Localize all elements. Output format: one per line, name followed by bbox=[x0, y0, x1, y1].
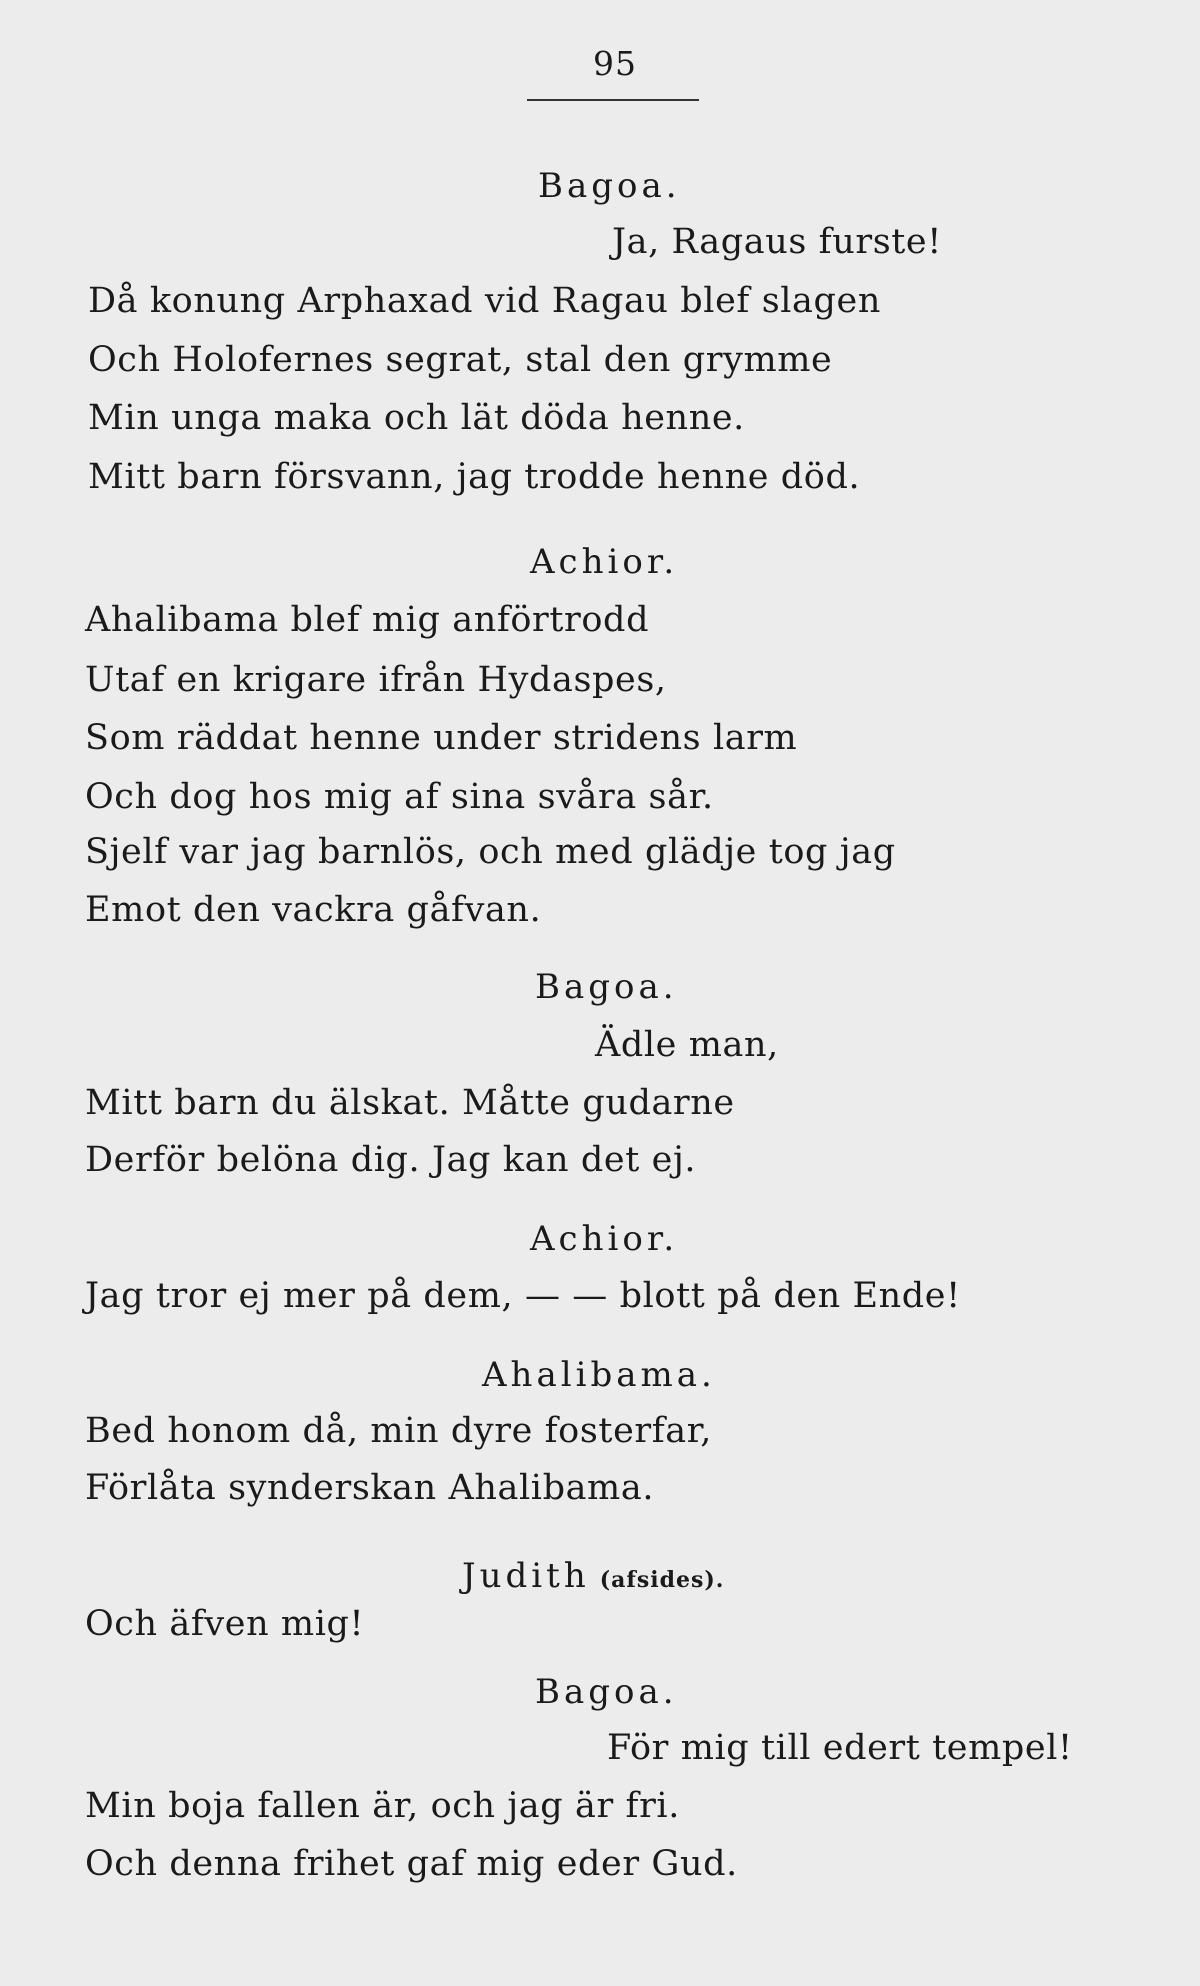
speaker-bagoa: Bagoa. bbox=[535, 967, 678, 1007]
verse-line: Mitt barn försvann, jag trodde henne död. bbox=[88, 457, 861, 497]
page-number: 95 bbox=[593, 44, 637, 83]
verse-line: Sjelf var jag barnlös, och med glädje tog jag bbox=[85, 832, 896, 872]
verse-line: Ädle man, bbox=[595, 1025, 779, 1065]
verse-line: Utaf en krigare ifrån Hydaspes, bbox=[85, 660, 667, 700]
verse-line: Min unga maka och lät döda henne. bbox=[88, 398, 745, 438]
verse-line: Mitt barn du älskat. Måtte gudarne bbox=[85, 1083, 735, 1123]
stage-direction: (afsides). bbox=[599, 1567, 725, 1593]
verse-line: För mig till edert tempel! bbox=[607, 1728, 1073, 1768]
speaker-achior: Achior. bbox=[530, 542, 679, 582]
verse-line: Förlåta synderskan Ahalibama. bbox=[85, 1468, 655, 1508]
speaker-ahalibama: Ahalibama. bbox=[482, 1355, 716, 1395]
speaker-bagoa: Bagoa. bbox=[538, 166, 681, 206]
verse-line: Jag tror ej mer på dem, — — blott på den Ende! bbox=[85, 1276, 961, 1316]
verse-line: Och Holofernes segrat, stal den grymme bbox=[88, 340, 833, 380]
verse-line: Min boja fallen är, och jag är fri. bbox=[85, 1786, 680, 1826]
verse-line: Och denna frihet gaf mig eder Gud. bbox=[85, 1844, 738, 1884]
verse-line: Då konung Arphaxad vid Ragau blef slagen bbox=[88, 281, 881, 321]
verse-line: Derför belöna dig. Jag kan det ej. bbox=[85, 1140, 697, 1180]
page-number-rule bbox=[527, 99, 699, 101]
speaker-judith bbox=[462, 1554, 724, 1602]
verse-line: Emot den vackra gåfvan. bbox=[85, 890, 542, 930]
verse-line: Bed honom då, min dyre fosterfar, bbox=[85, 1411, 712, 1451]
verse-line: Ja, Ragaus furste! bbox=[612, 222, 942, 262]
speaker-achior: Achior. bbox=[530, 1219, 679, 1259]
verse-line: Som räddat henne under stridens larm bbox=[85, 718, 798, 758]
speaker-bagoa: Bagoa. bbox=[535, 1672, 678, 1712]
verse-line: Och dog hos mig af sina svåra sår. bbox=[85, 777, 714, 817]
speaker-name: Judith bbox=[462, 1556, 590, 1596]
verse-line: Ahalibama blef mig anförtrodd bbox=[85, 600, 650, 640]
verse-line: Och äfven mig! bbox=[85, 1604, 365, 1644]
